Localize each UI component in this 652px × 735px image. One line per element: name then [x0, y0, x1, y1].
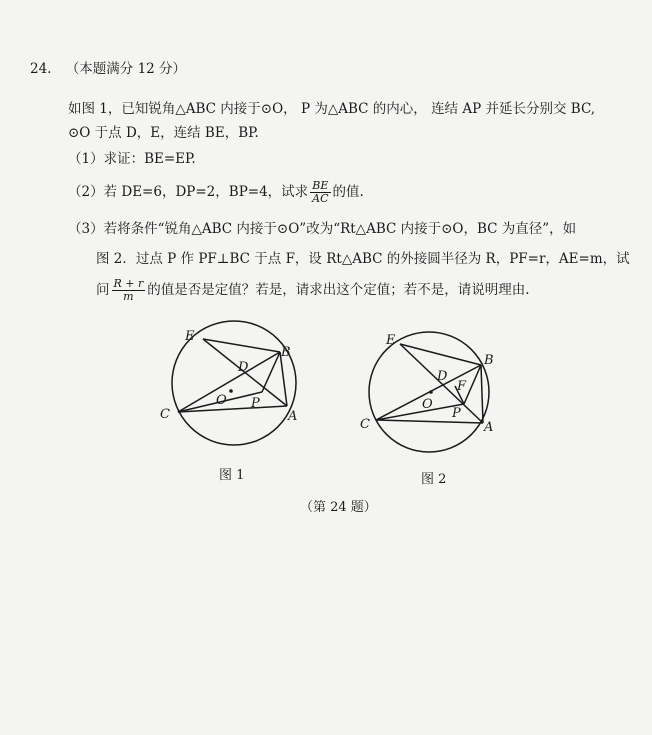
figure-2-label-D: D: [437, 369, 448, 384]
question-footer-caption: （第 24 题）: [300, 500, 377, 515]
figure-2-segment-CA: [376, 420, 483, 423]
figure-1-segment-BA: [280, 352, 287, 406]
part-3-line-1: （3）若将条件“锐角△ABC 内接于⊙O”改为“Rt△ABC 内接于⊙O，BC 为直径”，如: [68, 221, 577, 237]
part-3-fraction-denominator: m: [123, 290, 134, 303]
part-3-prefix: 问: [96, 282, 110, 298]
stem-line-2: ⊙O 于点 D，E，连结 BE，BP.: [68, 125, 259, 141]
figure-1-segment-CB: [178, 352, 280, 412]
figure-1-label-E: E: [185, 329, 195, 344]
part-2-fraction-numerator: BE: [310, 180, 330, 193]
figure-2-label-C: C: [360, 417, 370, 432]
figure-1-label-D: D: [238, 360, 249, 375]
part-2-prefix: （2）若 DE=6，DP=2，BP=4，试求: [68, 184, 309, 200]
part-1: （1）求证：BE=EP.: [68, 151, 196, 167]
figure-2-label-F: F: [457, 379, 467, 394]
figure-2-segment-PB: [464, 365, 481, 404]
figure-2-label-B: B: [484, 353, 494, 368]
figure-2-label-P: P: [452, 406, 461, 421]
figure-2: [369, 332, 489, 452]
figure-1-label-O: O: [216, 393, 227, 408]
part-3-fraction-numerator: R + r: [113, 277, 144, 290]
part-3-line-2: 图 2．过点 P 作 PF⊥BC 于点 F，设 Rt△ABC 的外接圆半径为 R，PF=r，AE=m，试: [96, 251, 630, 267]
figure-1-label-B: B: [281, 345, 291, 360]
figure-2-label-E: E: [386, 333, 396, 348]
figure-1-segment-EB: [203, 339, 280, 352]
figure-2-segment-CP: [376, 404, 464, 420]
stem-line-1: 如图 1，已知锐角△ABC 内接于⊙O， P 为△ABC 的内心， 连结 AP 并延长分别交 BC,: [68, 101, 596, 117]
figure-2-segment-BA: [481, 365, 483, 423]
score-note: （本题满分 12 分）: [65, 61, 187, 77]
figure-1-segment-CA: [178, 406, 287, 412]
part-2-fraction-denominator: AC: [312, 192, 329, 205]
figure-1-caption: 图 1: [219, 468, 245, 483]
part-2-suffix: 的值.: [332, 184, 364, 200]
question-number: 24.: [30, 61, 52, 77]
figure-1-label-P: P: [251, 396, 260, 411]
figure-1-label-A: A: [288, 409, 298, 424]
figure-1-label-C: C: [160, 407, 170, 422]
figure-2-label-O: O: [422, 397, 433, 412]
figure-2-caption: 图 2: [421, 472, 447, 487]
figure-2-center-dot: [429, 390, 433, 394]
figure-1-center-dot: [229, 389, 233, 393]
part-3-suffix: 的值是否是定值？若是，请求出这个定值；若不是，请说明理由.: [147, 282, 530, 298]
figure-2-label-A: A: [484, 420, 494, 435]
